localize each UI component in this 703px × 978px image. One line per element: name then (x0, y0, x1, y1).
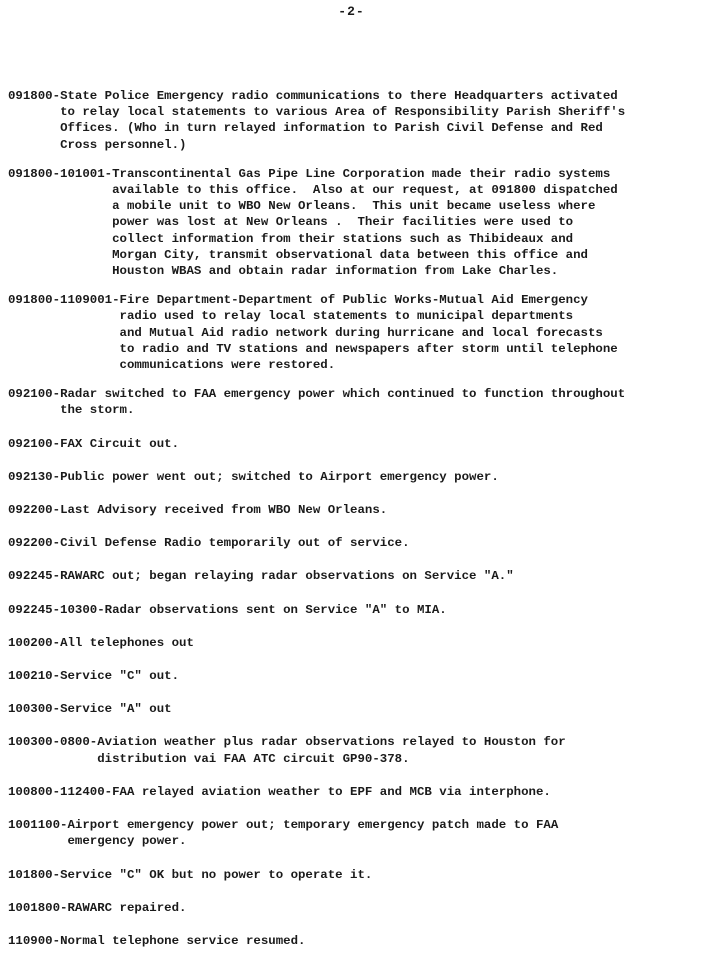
log-entry (8, 668, 700, 684)
entry-line: Service "C" out. (60, 669, 180, 684)
entry-timestamp: 092100- (8, 436, 61, 451)
entry-line: Aviation weather plus radar observations relayed to Houston for (97, 735, 566, 750)
log-entry (8, 535, 700, 551)
entry-text (60, 386, 700, 418)
entry-text (60, 469, 700, 485)
entry-text (112, 784, 700, 800)
log-entry (8, 292, 700, 373)
log-entry (8, 734, 700, 766)
entry-line: communications were restored. (119, 358, 336, 373)
log-entry (8, 386, 700, 418)
entry-line: Normal telephone service resumed. (60, 933, 306, 948)
entry-line: Transcontinental Gas Pipe Line Corporation made their radio systems (112, 166, 611, 181)
entry-text (68, 900, 701, 916)
entry-line: Civil Defense Radio temporarily out of service. (60, 536, 410, 551)
entry-line: a mobile unit to WBO New Orleans. This unit became useless where (112, 199, 596, 214)
entry-text (68, 817, 701, 849)
entry-timestamp: 091800-101001- (8, 166, 113, 181)
entry-text (60, 933, 700, 949)
entry-text (112, 166, 700, 279)
entry-line: RAWARC repaired. (67, 900, 187, 915)
entry-line: available to this office. Also at our request, at 091800 dispatched (112, 183, 618, 198)
log-entry (8, 933, 700, 949)
page-number: -2- (338, 4, 365, 19)
entry-text (60, 436, 700, 452)
entry-line: to radio and TV stations and newspapers after storm until telephone (119, 341, 618, 356)
entry-line: and Mutual Aid radio network during hurricane and local forecasts (119, 325, 603, 340)
entry-line: to relay local statements to various Area of Responsibility Parish Sheriff's (60, 105, 626, 120)
entry-line: radio used to relay local statements to municipal departments (119, 309, 574, 324)
entry-text (60, 535, 700, 551)
entry-timestamp: 092200- (8, 503, 61, 518)
entry-line: power was lost at New Orleans . Their facilities were used to (112, 215, 574, 230)
entry-line: Fire Department-Department of Public Works-Mutual Aid Emergency (119, 293, 588, 308)
entry-text (60, 88, 700, 153)
entry-text (60, 867, 700, 883)
entry-timestamp: 101800- (8, 867, 61, 882)
entry-line: Morgan City, transmit observational data between this office and (112, 247, 588, 262)
entry-timestamp: 110900- (8, 933, 61, 948)
entry-text (120, 292, 700, 373)
entry-text (60, 568, 700, 584)
entry-line: Airport emergency power out; temporary emergency patch made to FAA (67, 818, 559, 833)
entry-timestamp: 1001100- (8, 818, 68, 833)
log-entry (8, 817, 700, 849)
entry-timestamp: 091800- (8, 89, 61, 103)
entry-line: Service "A" out (60, 702, 172, 717)
log-entry (8, 88, 700, 153)
entry-line: Last Advisory received from WBO New Orleans. (60, 503, 388, 518)
log-entry (8, 502, 700, 518)
entry-line: RAWARC out; began relaying radar observations on Service "A." (60, 569, 514, 584)
log-entry (8, 436, 700, 452)
entry-text (60, 701, 700, 717)
log-entry (8, 867, 700, 883)
log-entry (8, 568, 700, 584)
entry-line: FAA relayed aviation weather to EPF and MCB via interphone. (112, 784, 551, 799)
log-entry (8, 602, 700, 618)
entry-timestamp: 091800-1109001- (8, 293, 120, 308)
log-entry (8, 635, 700, 651)
entry-line: FAX Circuit out. (60, 436, 180, 451)
log-entry (8, 900, 700, 916)
entry-line: Radar switched to FAA emergency power which continued to function throughout (60, 387, 626, 402)
entry-timestamp: 100300-0800- (8, 735, 98, 750)
entry-line: Service "C" OK but no power to operate it. (60, 867, 373, 882)
entry-line: All telephones out (60, 635, 194, 650)
entry-line: collect information from their stations such as Thibideaux and (112, 231, 574, 246)
log-entry (8, 166, 700, 279)
log-entry (8, 784, 700, 800)
entry-timestamp: 100300- (8, 702, 61, 717)
entry-timestamp: 092100- (8, 387, 61, 402)
entry-line: State Police Emergency radio communications to there Headquarters activated (60, 89, 618, 103)
entry-line: Public power went out; switched to Airport emergency power. (60, 469, 499, 484)
entry-timestamp: 092200- (8, 536, 61, 551)
entry-text (105, 602, 700, 618)
entry-line: Radar observations sent on Service "A" to MIA. (104, 602, 447, 617)
entry-timestamp: 092245- (8, 569, 61, 584)
entry-text (60, 502, 700, 518)
entry-timestamp: 1001800- (8, 900, 68, 915)
entry-line: Cross personnel.) (60, 137, 187, 152)
log-entry (8, 701, 700, 717)
entry-text (97, 734, 700, 766)
entry-line: Houston WBAS and obtain radar information from Lake Charles. (112, 264, 559, 279)
entry-timestamp: 100210- (8, 669, 61, 684)
entry-timestamp: 092130- (8, 469, 61, 484)
entry-text (60, 635, 700, 651)
entry-timestamp: 100800-112400- (8, 784, 113, 799)
entry-timestamp: 100200- (8, 635, 61, 650)
entry-text (60, 668, 700, 684)
entry-line: distribution vai FAA ATC circuit GP90-378. (97, 751, 410, 766)
entry-timestamp: 092245-10300- (8, 602, 105, 617)
log-entry (8, 469, 700, 485)
entry-line: emergency power. (67, 834, 187, 849)
event-log (8, 88, 700, 949)
entry-line: Offices. (Who in turn relayed information to Parish Civil Defense and Red (60, 121, 603, 136)
entry-line: the storm. (60, 403, 135, 418)
